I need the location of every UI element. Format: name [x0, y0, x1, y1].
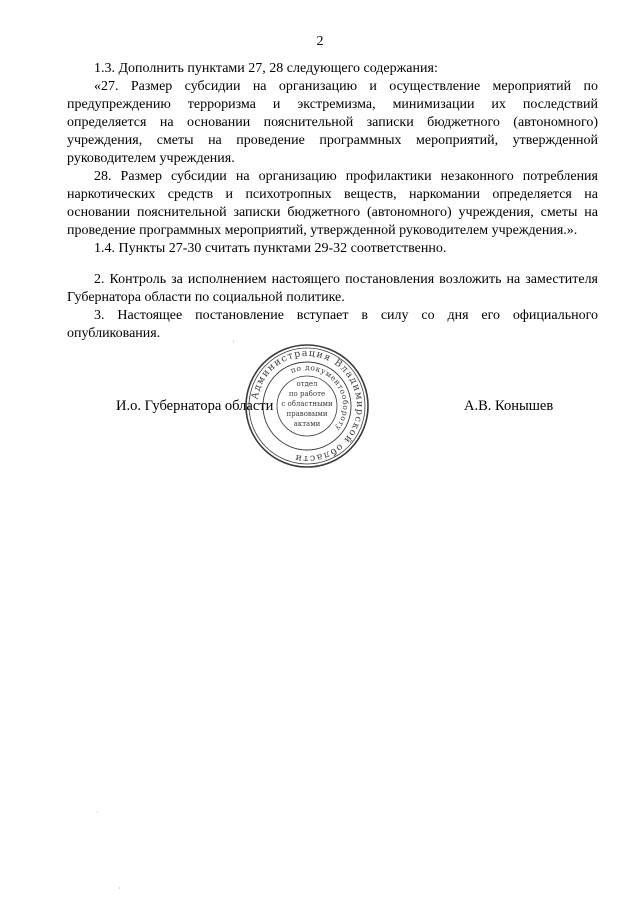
stamp-inner-text: по документообороту: [289, 362, 351, 433]
paragraph-1-3: 1.3. Дополнить пунктами 27, 28 следующего содержания:: [94, 61, 438, 76]
scan-speck: ·: [96, 808, 99, 817]
stamp-seal-graphic: [244, 343, 370, 469]
scan-speck: ': [233, 339, 235, 348]
paragraph-1-4: 1.4. Пункты 27-30 считать пунктами 29-32 соответственно.: [94, 241, 447, 256]
stamp-center-line-1: отдел: [296, 380, 318, 388]
signature-name: А.В. Конышев: [464, 398, 554, 414]
signature-title: И.о. Губернатора области: [116, 398, 274, 414]
paragraph-item-27: «27. Размер субсидии на организацию и осуществление мероприятий по предупреждению терроризма и экстремизма, минимизации их последствий определяется на основании пояснительной записки бюджетного (автономного) учреждения, сметы на проведение программных мероприятий, утвержденной руководителем учреждения.: [67, 79, 598, 166]
document-body: [67, 60, 598, 343]
stamp-center-line-5: актами: [293, 420, 321, 428]
page-number: 2: [316, 34, 324, 49]
stamp-center-line-3: с областными: [281, 400, 333, 408]
scan-speck: ·: [118, 884, 121, 893]
paragraph-2-control: 2. Контроль за исполнением настоящего постановления возложить на заместителя Губернатора области по социальной политике.: [67, 272, 598, 305]
stamp-outer-text: Администрация Владимирской области: [249, 347, 366, 465]
official-stamp: [244, 343, 370, 469]
paragraph-3-effect: 3. Настоящее постановление вступает в силу со дня его официального опубликования.: [67, 308, 598, 341]
stamp-center-line-2: по работе: [288, 390, 326, 398]
paragraph-item-28: 28. Размер субсидии на организацию профилактики незаконного потребления наркотических средств и психотропных веществ, наркомании определяется на основании пояснительной записки бюджетного (автономного) учреждения, сметы на проведение программных мероприятий, утвержденной руководителем учреждения.».: [67, 169, 598, 238]
stamp-center-line-4: правовыми: [286, 410, 328, 418]
